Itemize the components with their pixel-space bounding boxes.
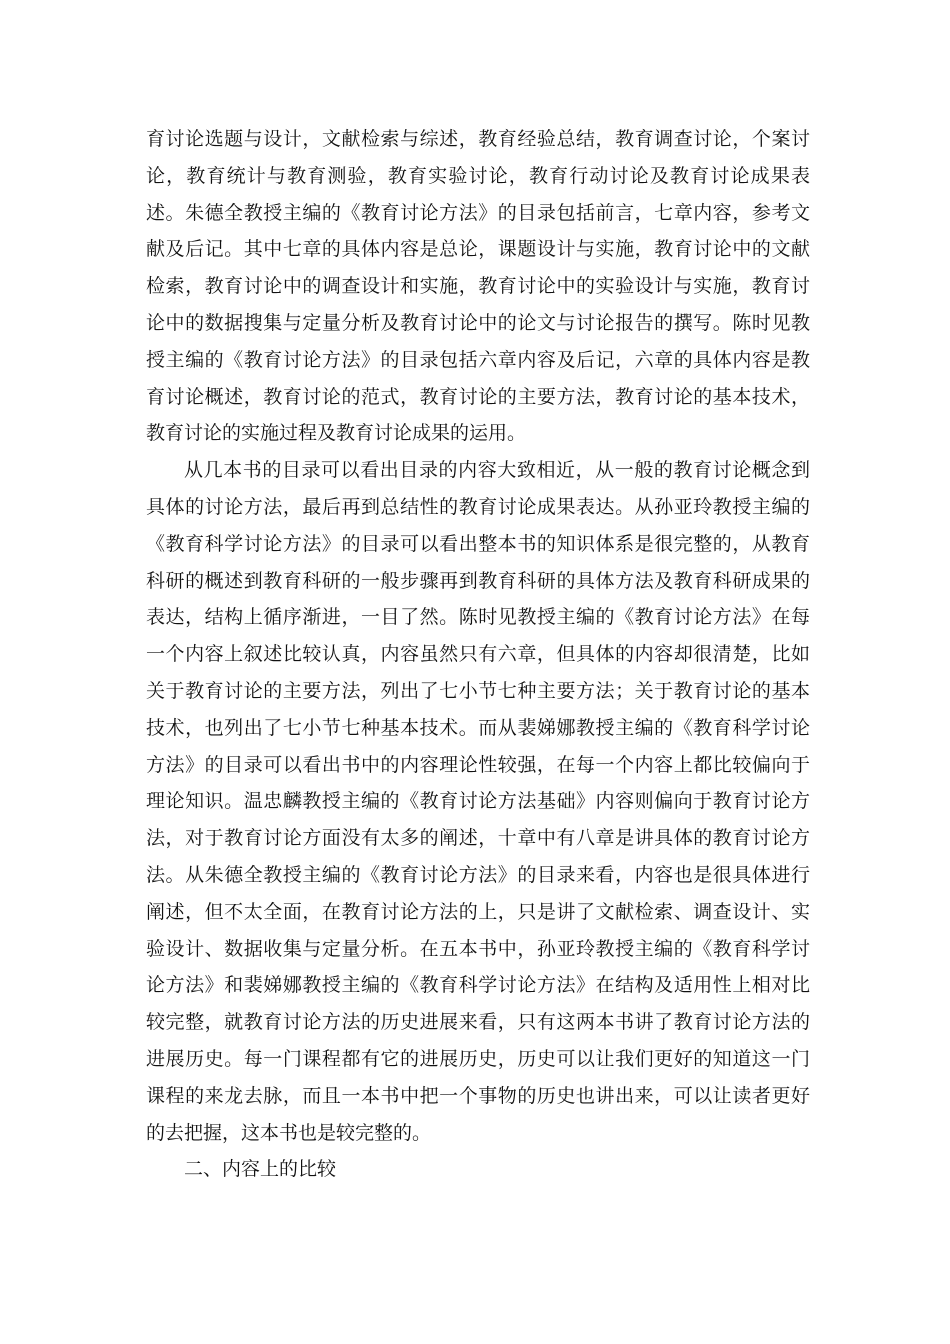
document-body bbox=[146, 121, 810, 1188]
paragraph-continued: 育讨论选题与设计，文献检索与综述，教育经验总结，教育调查讨论，个案讨论，教育统计与教育测验，教育实验讨论，教育行动讨论及教育讨论成果表述。朱德全教授主编的《教育讨论方法》的目录包括前言，七章内容，参考文献及后记。其中七章的具体内容是总论，课题设计与实施，教育讨论中的文献检索，教育讨论中的调查设计和实施，教育讨论中的实验设计与实施，教育讨论中的数据搜集与定量分析及教育讨论中的论文与讨论报告的撰写。陈时见教授主编的《教育讨论方法》的目录包括六章内容及后记，六章的具体内容是教育讨论概述，教育讨论的范式，教育讨论的主要方法，教育讨论的基本技术，教育讨论的实施过程及教育讨论成果的运用。 bbox=[146, 128, 810, 445]
paragraph-comparison: 从几本书的目录可以看出目录的内容大致相近，从一般的教育讨论概念到具体的讨论方法，最后再到总结性的教育讨论成果表达。从孙亚玲教授主编的《教育科学讨论方法》的目录可以看出整本书的知识体系是很完整的，从教育科研的概述到教育科研的一般步骤再到教育科研的具体方法及教育科研成果的表达，结构上循序渐进，一目了然。陈时见教授主编的《教育讨论方法》在每一个内容上叙述比较认真，内容虽然只有六章，但具体的内容却很清楚，比如关于教育讨论的主要方法，列出了七小节七种主要方法；关于教育讨论的基本技术，也列出了七小节七种基本技术。而从裴娣娜教授主编的《教育科学讨论方法》的目录可以看出书中的内容理论性较强，在每一个内容上都比较偏向于理论知识。温忠麟教授主编的《教育讨论方法基础》内容则偏向于教育讨论方法，对于教育讨论方面没有太多的阐述，十章中有八章是讲具体的教育讨论方法。从朱德全教授主编的《教育讨论方法》的目录来看，内容也是很具体进行阐述，但不太全面，在教育讨论方法的上，只是讲了文献检索、调查设计、实验设计、数据收集与定量分析。在五本书中，孙亚玲教授主编的《教育科学讨论方法》和裴娣娜教授主编的《教育科学讨论方法》在结构及适用性上相对比较完整，就教育讨论方法的历史进展来看，只有这两本书讲了教育讨论方法的进展历史。每一门课程都有它的进展历史，历史可以让我们更好的知道这一门课程的来龙去脉，而且一本书中把一个事物的历史也讲出来，可以让读者更好的去把握，这本书也是较完整的。 bbox=[146, 459, 810, 1144]
section-heading: 二、内容上的比较 bbox=[184, 1158, 337, 1181]
